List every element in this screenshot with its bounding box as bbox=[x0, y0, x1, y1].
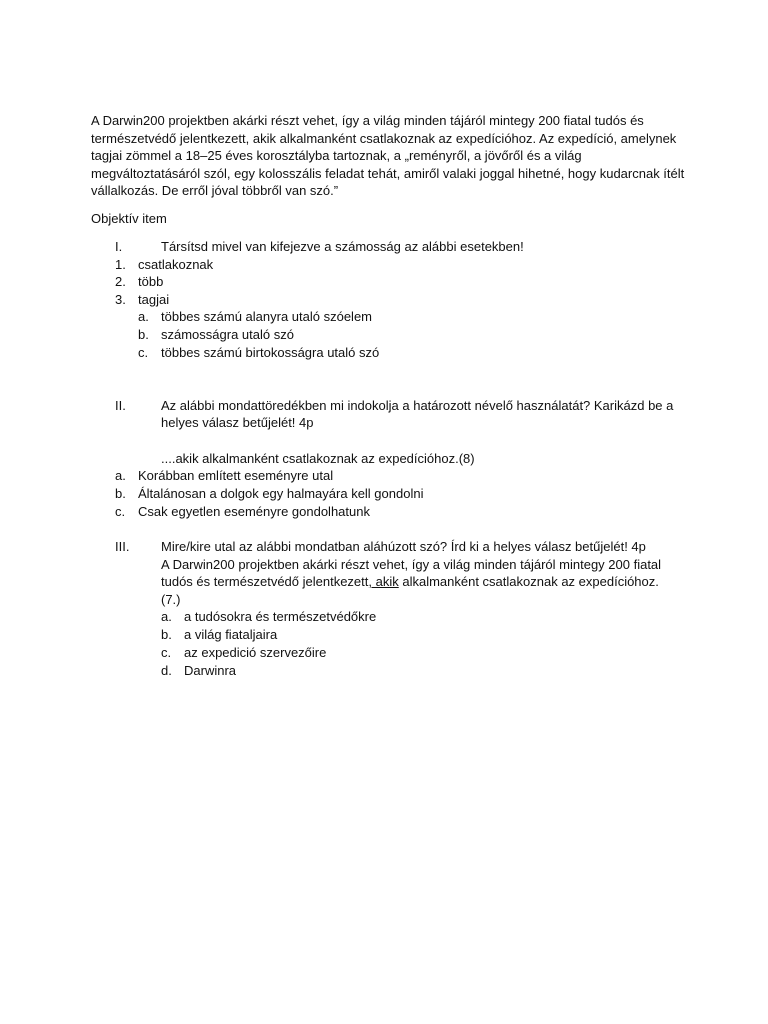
q3-option: a világ fiataljaira bbox=[184, 627, 278, 642]
intro-paragraph: A Darwin200 projektben akárki részt vehet, így a világ minden tájáról mintegy 200 fiatal tudós és természetvédő jelentkezett, akik alkalmanként csatlakoznak az expedícióhoz. Az expedíció, amelynek tagjai zömmel a 18–25 éves korosztályba tartoznak, a „reményről, a jövőről és a világ megváltoztatásáról szól, egy kolosszális feladat tehát, amiről valaki joggal hihetné, hogy kudarcnak ítélt vállalkozás. De erről jóval többről van szó.” bbox=[91, 113, 685, 199]
q1-word: tagjai bbox=[138, 292, 170, 307]
q1-option-letter: a. bbox=[138, 309, 149, 324]
q1-option-letter: c. bbox=[138, 345, 149, 360]
q1-option: többes számú alanyra utaló szóelem bbox=[161, 309, 373, 324]
q3-option: az expedició szervezőire bbox=[184, 645, 327, 660]
q1-word: több bbox=[138, 274, 164, 289]
q3-option: Darwinra bbox=[184, 663, 237, 678]
q2-option-letter: c. bbox=[115, 504, 126, 519]
q2-option: Korábban említett eseményre utal bbox=[138, 468, 334, 483]
section-label: Objektív item bbox=[91, 211, 167, 226]
q2-prompt-line: Az alábbi mondattöredékben mi indokolja a határozott névelő használatát? Karikázd be a bbox=[161, 398, 674, 413]
q3-sentence-text: alkalmanként csatlakoznak az expedícióhoz. bbox=[398, 574, 659, 589]
q3-underlined-word: , akik bbox=[368, 574, 399, 589]
q3-number: III. bbox=[115, 539, 130, 554]
q1-word-number: 1. bbox=[115, 257, 126, 272]
q2-prompt-line: helyes válasz betűjelét! 4p bbox=[161, 415, 314, 430]
q3-sentence-line bbox=[161, 573, 659, 591]
q2-option-letter: b. bbox=[115, 486, 126, 501]
q1-word-number: 3. bbox=[115, 292, 126, 307]
q1-option: többes számú birtokosságra utaló szó bbox=[161, 345, 380, 360]
q3-option-letter: c. bbox=[161, 645, 172, 660]
q3-sentence-line: A Darwin200 projektben akárki részt vehet, így a világ minden tájáról mintegy 200 fiatal bbox=[161, 557, 662, 572]
q3-option-letter: d. bbox=[161, 663, 172, 678]
q1-word: csatlakoznak bbox=[138, 257, 214, 272]
q3-option-letter: b. bbox=[161, 627, 172, 642]
q2-quote: ....akik alkalmanként csatlakoznak az expedícióhoz.(8) bbox=[161, 451, 475, 466]
q3-prompt-line: Mire/kire utal az alábbi mondatban aláhúzott szó? Írd ki a helyes válasz betűjelét! 4p bbox=[161, 539, 646, 554]
q2-option-letter: a. bbox=[115, 468, 126, 483]
q1-prompt: Társítsd mivel van kifejezve a számosság az alábbi esetekben! bbox=[161, 239, 524, 254]
q3-option: a tudósokra és természetvédőkre bbox=[184, 609, 377, 624]
q2-option: Csak egyetlen eseményre gondolhatunk bbox=[138, 504, 370, 519]
q1-number: I. bbox=[115, 239, 123, 254]
q2-number: II. bbox=[115, 398, 126, 413]
q1-word-number: 2. bbox=[115, 274, 126, 289]
q3-sentence-text: tudós és természetvédő jelentkezett bbox=[161, 574, 369, 589]
q1-option-letter: b. bbox=[138, 327, 149, 342]
q3-option-letter: a. bbox=[161, 609, 172, 624]
q3-reference: (7.) bbox=[161, 592, 181, 607]
q2-option: Általánosan a dolgok egy halmayára kell gondolni bbox=[138, 486, 424, 501]
q1-option: számosságra utaló szó bbox=[161, 327, 294, 342]
